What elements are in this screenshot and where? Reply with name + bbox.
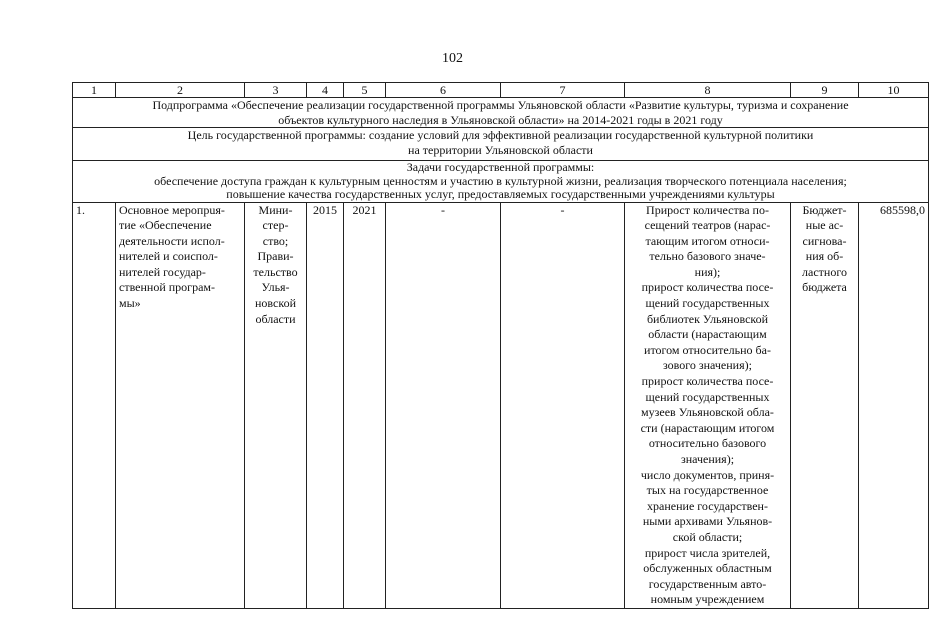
activity-line: нителей и соиспол- bbox=[119, 249, 218, 264]
activity-line: деятельности испол- bbox=[119, 233, 225, 248]
indicator-line: прирост количества посе- bbox=[641, 374, 774, 389]
indicator-line: прирост числа зрителей, bbox=[644, 545, 771, 560]
subprogram-line: объектов культурного наследия в Ульяновской области» на 2014-2021 годы в 2021 году bbox=[278, 112, 723, 127]
tasks-line: Задачи государственной программы: bbox=[406, 160, 595, 174]
column-number: 3 bbox=[245, 83, 307, 98]
subprogram-cell bbox=[73, 98, 929, 128]
indicator-line: щений государственных bbox=[645, 296, 770, 311]
program-table bbox=[72, 82, 929, 609]
indicator-line: области (нарастающим bbox=[648, 327, 767, 342]
indicator-line: относительно базового bbox=[648, 436, 767, 451]
funding-source-line: сигнова- bbox=[802, 233, 847, 248]
indicator-line: зового значения); bbox=[663, 358, 752, 373]
activity-cell bbox=[116, 202, 245, 608]
activity-line: Основное меропрuя- bbox=[119, 202, 225, 217]
page-number: 102 bbox=[442, 51, 463, 66]
executor-line: Прави- bbox=[257, 249, 294, 264]
indicator-line: обслуженных областным bbox=[643, 561, 772, 576]
activity-line: мы» bbox=[119, 296, 141, 311]
indicator-line: щений государственных bbox=[645, 389, 770, 404]
column-number: 10 bbox=[859, 83, 929, 98]
indicator-line: библиотек Ульяновской bbox=[646, 311, 769, 326]
column-number: 2 bbox=[116, 83, 245, 98]
indicator-line: государственным авто- bbox=[648, 576, 767, 591]
tasks-row bbox=[73, 161, 929, 203]
funding-source-line: ластного bbox=[802, 264, 847, 279]
column-number: 5 bbox=[344, 83, 386, 98]
goal-row bbox=[73, 128, 929, 161]
column-number: 8 bbox=[625, 83, 791, 98]
executor-line: новской bbox=[255, 296, 296, 311]
indicator-line: тых на государственное bbox=[646, 483, 769, 498]
goal-line: Цель государственной программы: создание условий для эффективной реализации государственной культурной политики bbox=[187, 128, 814, 142]
executor-line: ство; bbox=[262, 233, 289, 248]
subprogram-row bbox=[73, 98, 929, 128]
executor-cell bbox=[245, 202, 307, 608]
indicator-line: сещений театров (нарас- bbox=[644, 218, 771, 233]
indicator-line: ния); bbox=[694, 264, 721, 279]
column-number: 9 bbox=[791, 83, 859, 98]
funding-source-line: бюджета bbox=[802, 280, 847, 295]
indicator-line: значения); bbox=[680, 452, 735, 466]
funding-source-line: Бюджет- bbox=[802, 202, 847, 217]
column-number: 6 bbox=[386, 83, 501, 98]
column-number: 4 bbox=[307, 83, 344, 98]
start-year-cell: 2015 bbox=[307, 202, 344, 608]
indicator-line: прирост количества посе- bbox=[641, 280, 774, 295]
executor-line: стер- bbox=[262, 218, 289, 233]
indicator-line: итогом относительно ба- bbox=[644, 342, 771, 357]
column-6-cell: - bbox=[386, 202, 501, 608]
indicator-line: музеев Ульяновской обла- bbox=[641, 405, 774, 420]
funding-source-line: ния об- bbox=[805, 249, 844, 264]
funding-source-cell bbox=[791, 202, 859, 608]
column-number-row bbox=[73, 83, 929, 98]
activity-line: тие «Обеспечение bbox=[119, 218, 212, 233]
indicator-cell bbox=[625, 202, 791, 608]
column-7-cell: - bbox=[501, 202, 625, 608]
goal-line: на территории Ульяновской области bbox=[408, 142, 593, 157]
column-number: 7 bbox=[501, 83, 625, 98]
executor-line: тельство bbox=[253, 264, 298, 279]
indicator-line: Прирост количества по- bbox=[646, 202, 769, 217]
end-year-cell: 2021 bbox=[344, 202, 386, 608]
table-row bbox=[73, 202, 929, 608]
row-number: 1. bbox=[73, 202, 116, 608]
indicator-line: ской области; bbox=[672, 529, 743, 544]
indicator-line: число документов, приня- bbox=[640, 467, 775, 482]
indicator-line: хранение государствен- bbox=[647, 498, 768, 513]
tasks-line: повышение качества государственных услуг, предоставляемых государственными учреждениями культуры bbox=[226, 187, 775, 201]
executor-line: области bbox=[255, 311, 296, 326]
indicator-line: тельно базового значе- bbox=[649, 249, 766, 264]
executor-line: Мини- bbox=[258, 202, 293, 217]
indicator-line: номным учреждением bbox=[650, 592, 765, 607]
indicator-line: тающим итогом относи- bbox=[645, 233, 770, 248]
activity-line: нителей государ- bbox=[119, 264, 206, 279]
subprogram-line: Подпрограмма «Обеспечение реализации государственной программы Ульяновской области «Развитие культуры, туризма и сохранение bbox=[152, 98, 849, 112]
tasks-line: обеспечение доступа граждан к культурным ценностям и участию в культурной жизни, реализация творческого потенциала населения; bbox=[154, 173, 847, 188]
goal-cell bbox=[73, 128, 929, 161]
tasks-cell bbox=[73, 161, 929, 203]
indicator-line: ными архивами Ульянов- bbox=[642, 514, 773, 529]
executor-line: Улья- bbox=[261, 280, 290, 295]
amount-cell: 685598,0 bbox=[859, 202, 929, 608]
indicator-line: сти (нарастающим итогом bbox=[640, 420, 775, 435]
funding-source-line: ные ас- bbox=[805, 218, 844, 233]
column-number: 1 bbox=[73, 83, 116, 98]
activity-line: ственной програм- bbox=[119, 280, 216, 295]
